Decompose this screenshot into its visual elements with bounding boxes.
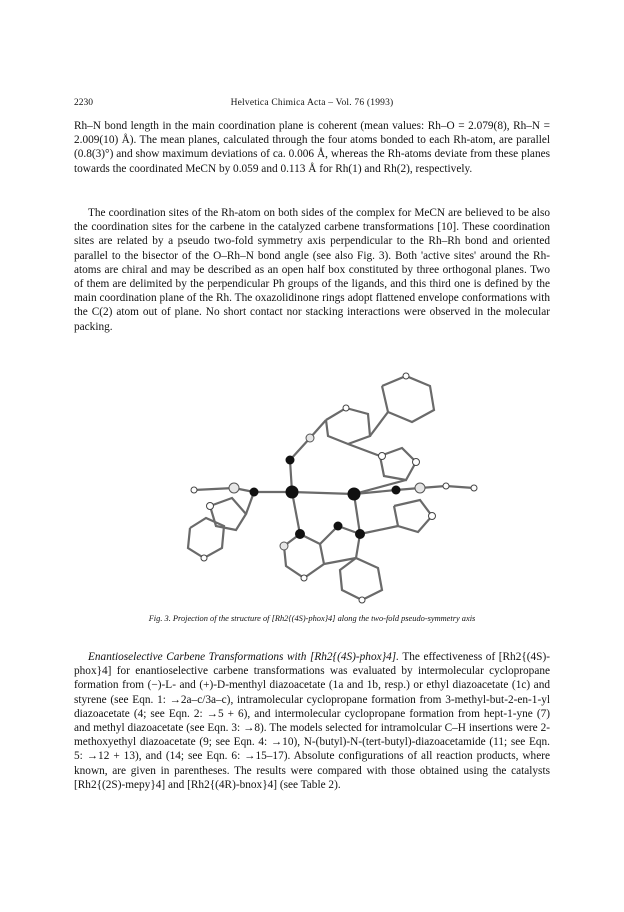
paragraph-rh-n-bond <box>74 119 550 176</box>
paragraph-text: The coordination sites of the Rh-atom on both sides of the complex for MeCN are believed to be also the coordination sites for the carbene in the catalyzed carbene transformations [10]. These coordination sites are related by a pseudo two-fold symmetry axis perpendicular to the Rh–Rh bond and oriented parallel to the bisector of the O–Rh–N bond angle (see also Fig. 3). Both 'active sites' around the Rh-atoms are chiral and may be described as an open half box constituted by three orthogonal planes. Two of them are delimited by the perpendicular Ph groups of the ligands, and this third one is defined by the main coordination plane of the Rh. The oxazolidinone rings adopt flattened envelope conformations with the C(2) atom out of plane. No short contact nor stacking interactions were observed in the molecular packing. <box>74 207 550 333</box>
section-heading: Enantioselective Carbene Transformations with [Rh2{(4S)-phox}4]. <box>88 651 399 663</box>
paragraph-text: The effectiveness of [Rh2{(4S)-phox}4] for enantioselective carbene transformations was evaluated by intermolecular cyclopropane formation from (−)-L- and (+)-D-menthyl diazoacetate (1a and 1b, resp.) or ethyl diazoacetate (1c) and styrene (see Eqn. 1: →2a–c/3a–c), intramolecular cyclopropane formation from 3-methyl-but-2-en-1-yl diazoacetate (4; see Eqn. 2: →5 + 6), and intermolecular cyclopropane formation from hept-1-yne (7) and methyl diazoacetate (see Eqn. 3: →8). The models selected for intramolcular C–H insertions were 2-methoxyethyl diazoacetate (9; see Eqn. 4: →10), N-(butyl)-N-(tert-butyl)-diazoacetamide (11; see Eqn. 5: →12 + 13), and (14; see Eqn. 6: →15–17). Absolute configurations of all reaction products, where known, are given in parentheses. The results were compared with those obtained using the catalysts [Rh2{(2S)-mepy}4] and [Rh2{(4R)-bnox}4] (see Table 2). <box>74 651 550 791</box>
figure-3-molecular-structure <box>150 368 490 604</box>
journal-title: Helvetica Chimica Acta – Vol. 76 (1993) <box>230 98 394 108</box>
figure-caption: Fig. 3. Projection of the structure of [Rh2{(4S)-phox}4] along the two-fold pseudo-symmetry axis <box>148 614 476 623</box>
molecular-structure-drawing <box>150 368 490 604</box>
running-header <box>74 98 550 112</box>
paragraph-text: Rh–N bond length in the main coordination plane is coherent (mean values: Rh–O = 2.079(8), Rh–N = 2.009(10) Å). The mean planes, calculated through the four atoms bonded to each Rh-atom, are parallel (0.8(3)°) and show maximum deviations of ca. 0.006 Å, whereas the Rh-atoms deviate from these planes towards the coordinated MeCN by 0.059 and 0.113 Å for Rh(1) and Rh(2), respectively. <box>74 120 550 175</box>
paragraph-enantioselective <box>74 650 550 792</box>
page-number: 2230 <box>74 98 93 108</box>
paragraph-coordination-sites <box>74 206 550 334</box>
